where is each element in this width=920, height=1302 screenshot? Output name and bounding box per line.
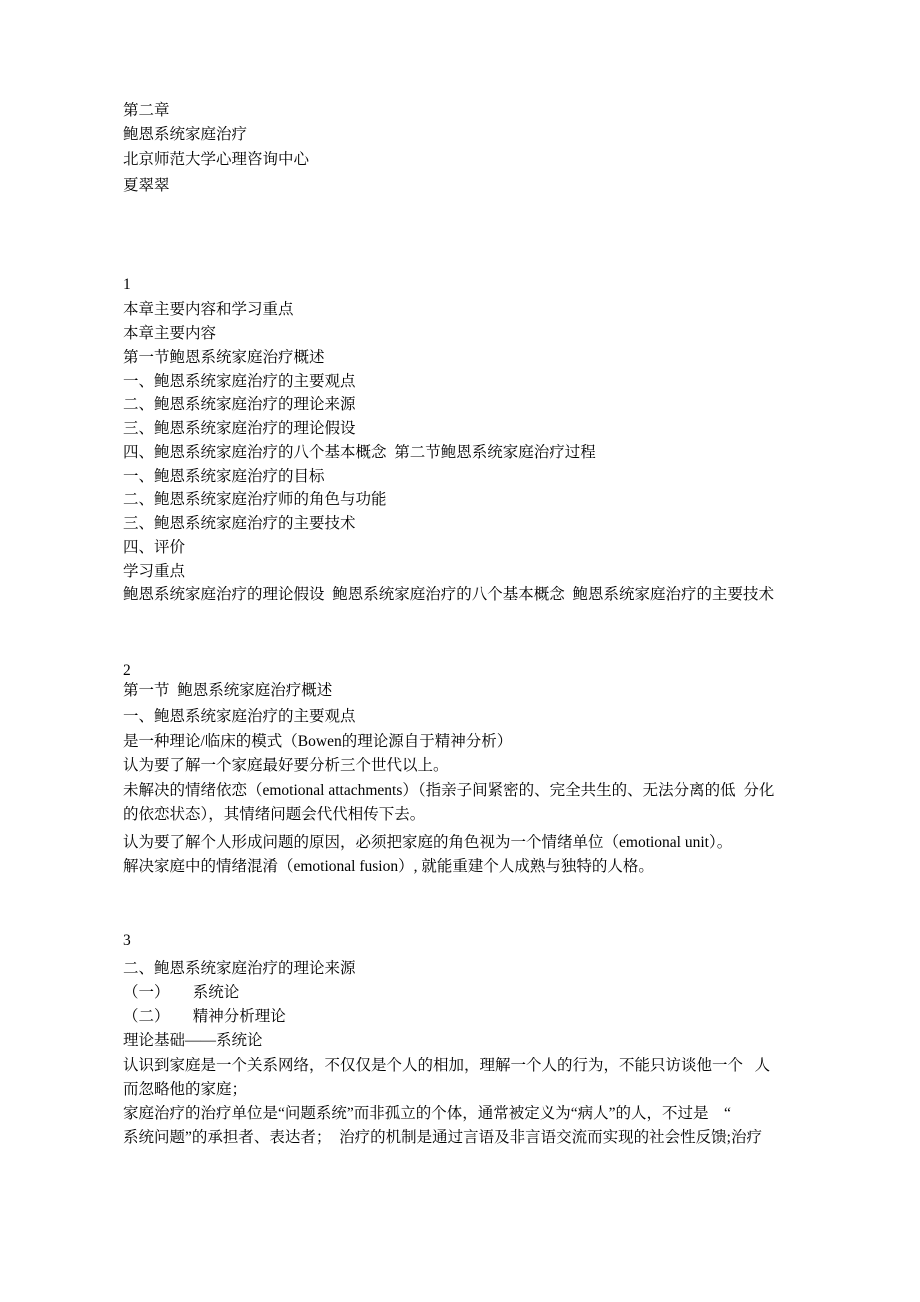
text-line: 一、鲍恩系统家庭治疗的主要观点 — [123, 373, 356, 390]
text-line: 本章主要内容和学习重点 — [123, 301, 294, 318]
chapter-number: 第二章 — [123, 102, 170, 119]
text-line: 四、评价 — [123, 539, 186, 556]
text-line: 家庭治疗的治疗单位是“问题系统”而非孤立的个体，通常被定义为“病人”的人，不过是 “ — [123, 1105, 731, 1122]
text-line: 理论基础——系统论 — [123, 1032, 263, 1049]
text-line: 鲍恩系统家庭治疗的理论假设 鲍恩系统家庭治疗的八个基本概念 鲍恩系统家庭治疗的主要技术 — [123, 586, 775, 603]
text-line: 的依恋状态），其情绪问题会代代相传下去。 — [123, 806, 426, 823]
text-line: 二、鲍恩系统家庭治疗的理论来源 — [123, 396, 356, 413]
slide-number: 1 — [123, 276, 131, 293]
text-line: 是一种理论/临床的模式（Bowen的理论源自于精神分析） — [123, 733, 513, 750]
text-line: （二） 精神分析理论 — [123, 1008, 286, 1025]
institution: 北京师范大学心理咨询中心 — [123, 151, 310, 168]
text-line: 未解决的情绪依恋（emotional attachments）（指亲子间紧密的、完全共生的、无法分离的低 分化 — [123, 782, 775, 799]
text-line: 四、鲍恩系统家庭治疗的八个基本概念 第二节鲍恩系统家庭治疗过程 — [123, 444, 596, 461]
slide-number: 3 — [123, 932, 131, 949]
text-line: 本章主要内容 — [123, 325, 217, 342]
text-line: 认为要了解个人形成问题的原因，必须把家庭的角色视为一个情绪单位（emotional unit）。 — [123, 834, 733, 851]
text-line: 解决家庭中的情绪混淆（emotional fusion）, 就能重建个人成熟与独特的人格。 — [123, 858, 654, 875]
text-line: 第一节 鲍恩系统家庭治疗概述 — [123, 682, 333, 699]
chapter-title: 鲍恩系统家庭治疗 — [123, 126, 248, 143]
text-line: 系统问题”的承担者、表达者； 治疗的机制是通过言语及非言语交流而实现的社会性反馈;治疗 — [123, 1129, 762, 1146]
text-line: 而忽略他的家庭； — [123, 1081, 248, 1098]
author: 夏翠翠 — [123, 177, 170, 194]
text-line: 三、鲍恩系统家庭治疗的主要技术 — [123, 515, 356, 532]
slide-number: 2 — [123, 662, 131, 679]
text-line: 一、鲍恩系统家庭治疗的目标 — [123, 468, 325, 485]
text-line: 认为要了解一个家庭最好要分析三个世代以上。 — [123, 757, 449, 774]
text-line: 二、鲍恩系统家庭治疗的理论来源 — [123, 960, 356, 977]
text-line: （一） 系统论 — [123, 984, 240, 1001]
text-line: 二、鲍恩系统家庭治疗师的角色与功能 — [123, 491, 387, 508]
text-line: 第一节鲍恩系统家庭治疗概述 — [123, 349, 325, 366]
text-line: 认识到家庭是一个关系网络，不仅仅是个人的相加，理解一个人的行为，不能只访谈他一个 人 — [123, 1057, 771, 1074]
text-line: 学习重点 — [123, 563, 186, 580]
text-line: 三、鲍恩系统家庭治疗的理论假设 — [123, 420, 356, 437]
text-line: 一、鲍恩系统家庭治疗的主要观点 — [123, 708, 356, 725]
